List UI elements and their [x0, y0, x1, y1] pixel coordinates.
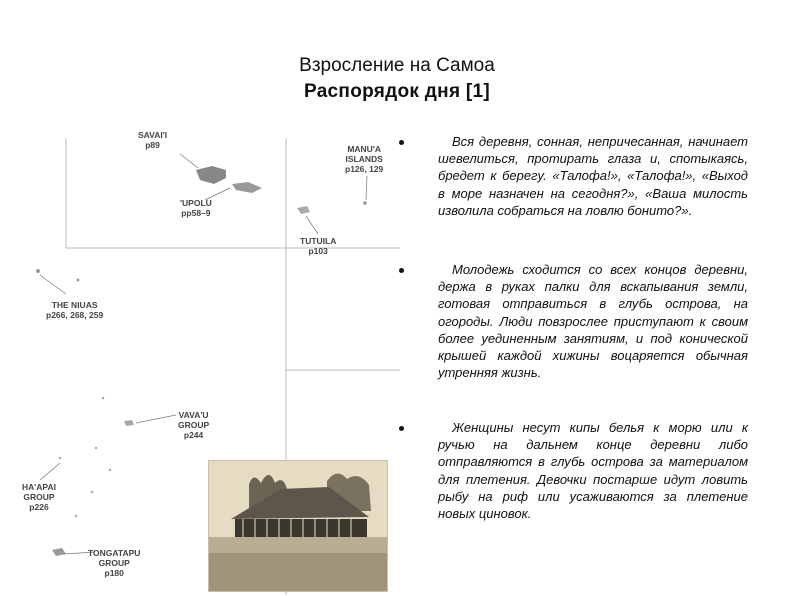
savaii-island: [196, 166, 226, 184]
islet: [91, 491, 94, 494]
niuas-island: [36, 269, 40, 273]
niuas-island: [77, 279, 80, 282]
islet: [95, 447, 97, 449]
islet: [102, 397, 105, 400]
samoan-fale-photo: [208, 460, 388, 592]
bullet-text: Вся деревня, сонная, непричесанная, начинает шевелиться, протирать глаза и, спотыкаясь, бредет к берегу. «Талофа!», «Талофа!», «Выход в море назначен на сегодня?», «Ваша милость изволила собраться на ловлю бонито?».: [438, 134, 748, 218]
tongatapu-label: TONGATAPU GROUP p180: [88, 548, 141, 578]
bullet-text: Женщины несут кипы белья к морю или к ручью на дальнем конце деревни либо отправляются в глубь острова за материалом для плетения. Девочки постарше идут ловить рыбу на риф или усаживаются за плетение новых циновок.: [438, 420, 748, 522]
tongatapu-island: [52, 548, 66, 556]
tutuila-island: [297, 206, 310, 214]
slide-subtitle: Распорядок дня [1]: [303, 81, 491, 102]
bullet-icon: [399, 140, 404, 145]
savaii-label: SAVAI'I p89: [138, 130, 168, 150]
islet: [109, 469, 111, 471]
islet: [59, 457, 61, 459]
bullet-icon: [399, 268, 404, 273]
manua-island: [363, 201, 367, 205]
upolu-island: [232, 182, 262, 193]
manua-label: MANU'A ISLANDS p126, 129: [345, 144, 384, 174]
bullet-icon: [399, 426, 404, 431]
slide-title: Взросление на Самоа: [299, 55, 495, 76]
niuas-label: THE NIUAS p266, 268, 259: [46, 300, 104, 320]
haapai-label: HA'APAI GROUP p226: [22, 482, 56, 512]
vavau-island: [124, 420, 134, 426]
tutuila-label: TUTUILA p103: [300, 236, 337, 256]
fale-photo-icon: [209, 461, 387, 591]
bullet-text: Молодежь сходится со всех концов деревни, держа в руках палки для вскапывания земли, готовая отправиться в глубь острова, на огороды. Люди повзрослее приступают к своим более уединенным занятиям, и под конической крышей каждой хижины воцаряется обычная утренняя жизнь.: [438, 262, 748, 381]
upolu-label: 'UPOLU pp58–9: [180, 198, 212, 218]
vavau-label: VAVA'U GROUP p244: [178, 410, 210, 440]
islet: [75, 515, 77, 517]
